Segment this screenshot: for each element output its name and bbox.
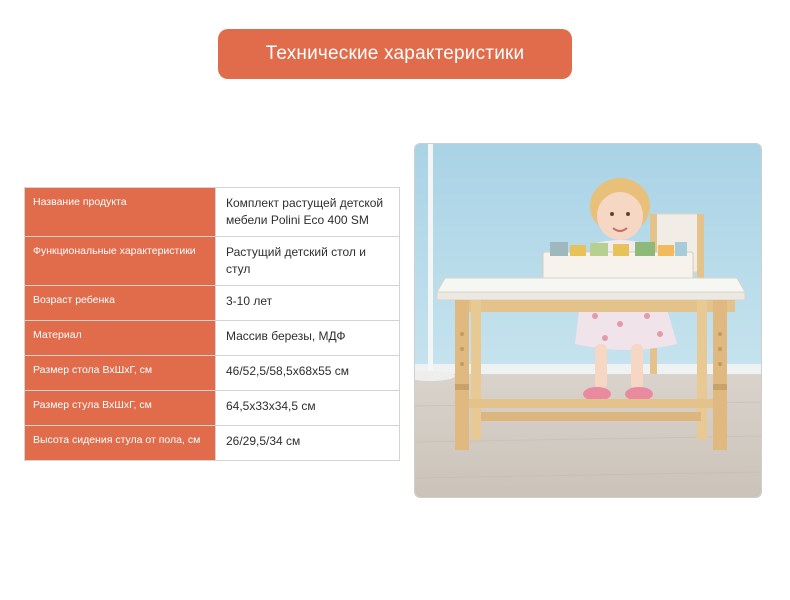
spec-value: 46/52,5/58,5х68х55 см bbox=[216, 356, 400, 391]
spec-label: Функциональные характеристики bbox=[25, 237, 216, 286]
toy-tray bbox=[543, 252, 693, 280]
table-top bbox=[437, 278, 745, 292]
table-apron bbox=[455, 300, 735, 312]
table-row bbox=[25, 188, 400, 237]
spec-label: Материал bbox=[25, 321, 216, 356]
table-footrest bbox=[469, 399, 713, 408]
table-row bbox=[25, 321, 400, 356]
spec-value: 26/29,5/34 см bbox=[216, 426, 400, 461]
table-row bbox=[25, 356, 400, 391]
spec-label: Название продукта bbox=[25, 188, 216, 237]
table-leg bbox=[455, 300, 469, 450]
spec-value: 64,5х33х34,5 см bbox=[216, 391, 400, 426]
section-title-banner bbox=[218, 29, 572, 79]
child-sandal bbox=[583, 387, 611, 401]
spec-value: Комплект растущей детской мебели Polini Eco 400 SM bbox=[216, 188, 400, 237]
spec-value: 3-10 лет bbox=[216, 286, 400, 321]
table-row bbox=[25, 426, 400, 461]
table-row bbox=[25, 286, 400, 321]
spec-value: Растущий детский стол и стул bbox=[216, 237, 400, 286]
specs-table bbox=[24, 187, 400, 461]
spec-value: Массив березы, МДФ bbox=[216, 321, 400, 356]
floor-lamp bbox=[428, 144, 433, 376]
product-photo bbox=[414, 143, 762, 498]
table-row bbox=[25, 237, 400, 286]
spec-label: Возраст ребенка bbox=[25, 286, 216, 321]
table-row bbox=[25, 391, 400, 426]
child-face bbox=[597, 192, 643, 240]
spec-label: Размер стула ВхШхГ, см bbox=[25, 391, 216, 426]
section-title: Технические характеристики bbox=[265, 43, 525, 64]
spec-label: Высота сидения стула от пола, см bbox=[25, 426, 216, 461]
spec-label: Размер стола ВхШхГ, см bbox=[25, 356, 216, 391]
